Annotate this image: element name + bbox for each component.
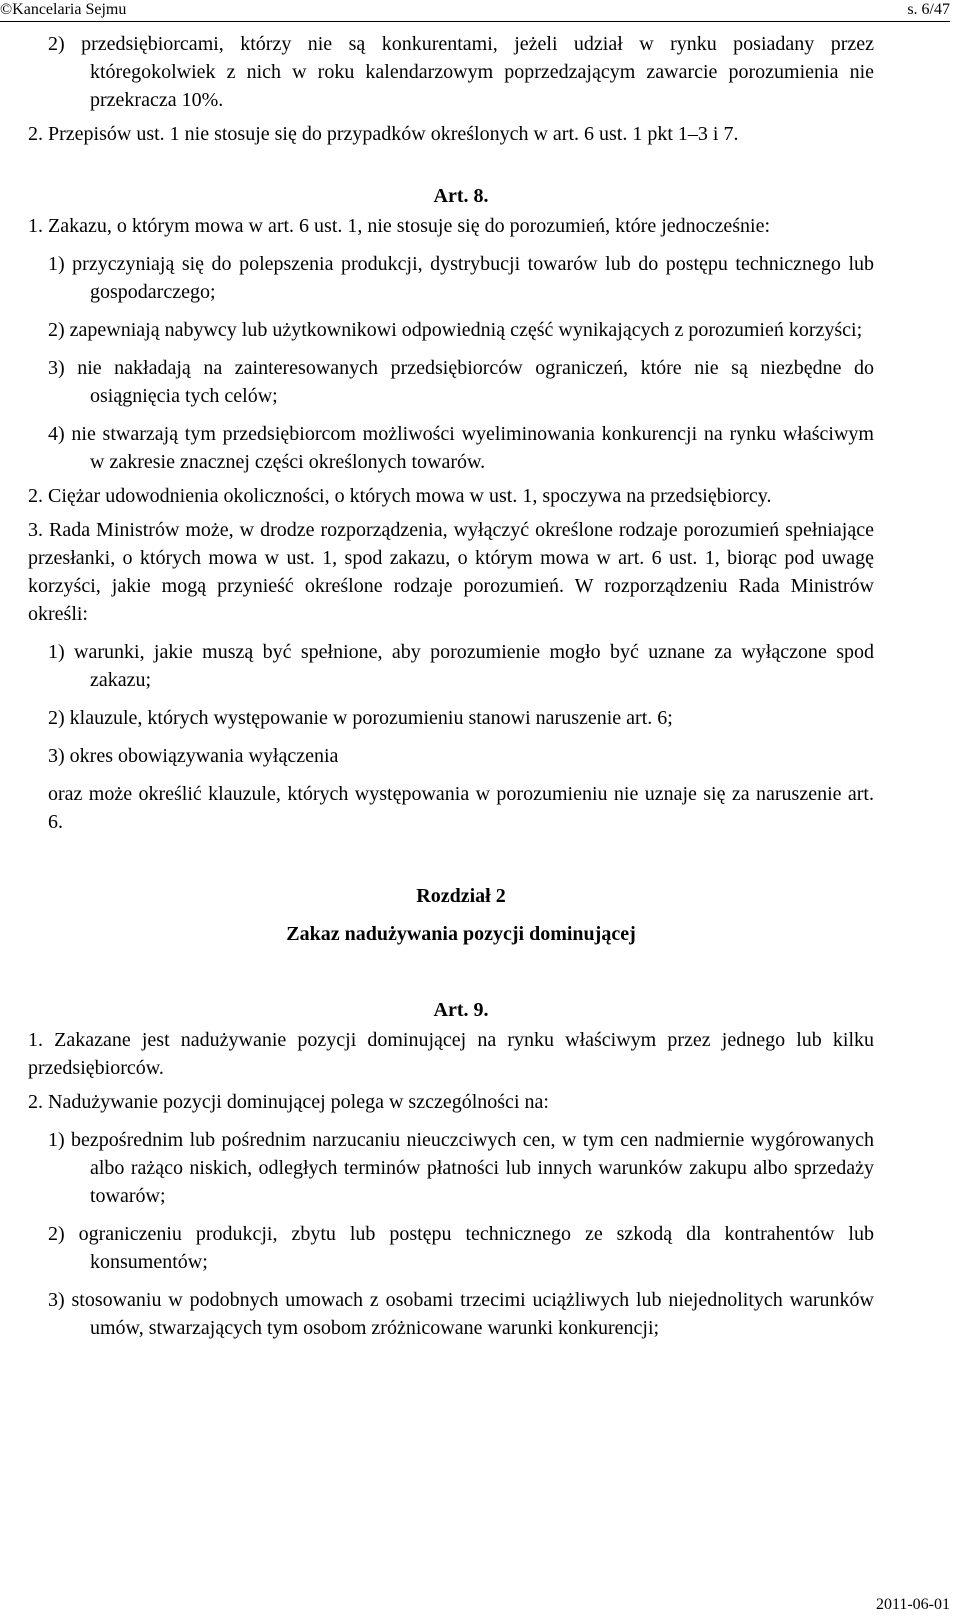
article-8-p3-item-3: 3) okres obowiązywania wyłączenia <box>48 745 339 767</box>
article-8-p3-item-1: 1) warunki, jakie muszą być spełnione, aby porozumienie mogło być uznane za wyłączone spod zakazu; <box>48 641 874 691</box>
article-8-paragraph-3: 3. Rada Ministrów może, w drodze rozporządzenia, wyłączyć określone rodzaje porozumień spełniające przesłanki, o których mowa w ust. 1, spod zakazu, o którym mowa w art. 6 ust. 1, biorąc pod uwagę korzyści, jakie mogą przynieść określone rodzaje porozumień. W rozporządzeniu Rada Ministrów określi: <box>28 519 874 625</box>
article-8-p1-item-2: 2) zapewniają nabywcy lub użytkownikowi odpowiednią część wynikających z porozumień korzyści; <box>48 319 863 341</box>
article-9-paragraph-2: 2. Nadużywanie pozycji dominującej polega w szczególności na: <box>28 1091 549 1113</box>
chapter-title: Zakaz nadużywania pozycji dominującej <box>286 923 636 945</box>
article-9-title: Art. 9. <box>433 999 489 1021</box>
header-page-number: s. 6/47 <box>907 1 950 18</box>
article-8-paragraph-2: 2. Ciężar udowodnienia okoliczności, o których mowa w ust. 1, spoczywa na przedsiębiorcy. <box>28 485 772 507</box>
header-copyright: ©Kancelaria Sejmu <box>0 1 127 18</box>
article-8-p3-item-2: 2) klauzule, których występowanie w porozumieniu stanowi naruszenie art. 6; <box>48 707 673 729</box>
article-9-p2-item-2: 2) ograniczeniu produkcji, zbytu lub postępu technicznego ze szkodą dla kontrahentów lub konsumentów; <box>48 1223 874 1273</box>
article-8-paragraph-1: 1. Zakazu, o którym mowa w art. 6 ust. 1, nie stosuje się do porozumień, które jednocześnie: <box>28 215 771 237</box>
continued-list-item: 2) przedsiębiorcami, którzy nie są konkurentami, jeżeli udział w rynku posiadany przez któregokolwiek z nich w roku kalendarzowym poprzedzającym zawarcie porozumienia nie przekracza 10%. <box>48 33 874 111</box>
article-9-p2-item-1: 1) bezpośrednim lub pośrednim narzucaniu nieuczciwych cen, w tym cen nadmiernie wygórowanych albo rażąco niskich, odległych terminów płatności lub innych warunków zakupu albo sprzedaży towarów; <box>48 1129 874 1207</box>
document-body <box>28 30 874 1342</box>
article-9-p2-item-3: 3) stosowaniu w podobnych umowach z osobami trzecimi uciążliwych lub niejednolitych warunków umów, stwarzających tym osobom zróżnicowane warunki konkurencji; <box>48 1289 874 1339</box>
article-8-p3-closing: oraz może określić klauzule, których występowania w porozumieniu nie uznaje się za naruszenie art. 6. <box>48 783 874 833</box>
article-9-paragraph-1: 1. Zakazane jest nadużywanie pozycji dominującej na rynku właściwym przez jednego lub kilku przedsiębiorców. <box>28 1029 874 1079</box>
article-8-title: Art. 8. <box>433 185 489 207</box>
chapter-number: Rozdział 2 <box>416 885 506 907</box>
header-divider <box>0 21 950 22</box>
article-8-p1-item-3: 3) nie nakładają na zainteresowanych przedsiębiorców ograniczeń, które nie są niezbędne do osiągnięcia tych celów; <box>48 357 874 407</box>
article-8-p1-item-1: 1) przyczyniają się do polepszenia produkcji, dystrybucji towarów lub do postępu technicznego lub gospodarczego; <box>48 253 874 303</box>
footer-date: 2011-06-01 <box>875 1596 950 1613</box>
article-8-p1-item-4: 4) nie stwarzają tym przedsiębiorcom możliwości wyeliminowania konkurencji na rynku właściwym w zakresie znacznej części określonych towarów. <box>48 423 874 473</box>
paragraph-ust-2: 2. Przepisów ust. 1 nie stosuje się do przypadków określonych w art. 6 ust. 1 pkt 1–3 i 7. <box>28 123 739 145</box>
